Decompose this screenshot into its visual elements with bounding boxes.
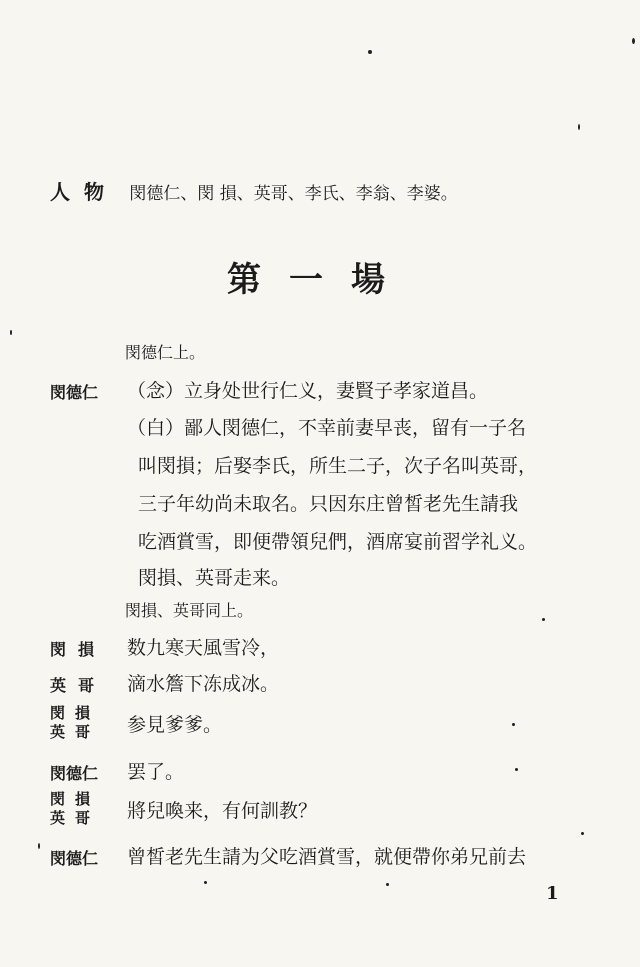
scan-speck [515, 768, 518, 771]
dialogue-line: 滴水簷下冻成冰。 [127, 673, 280, 695]
cast-label: 人物 [50, 180, 118, 204]
dialogue-line: 曾皙老先生請为父吃酒賞雪，就便帶你弟兄前去 [127, 846, 527, 868]
scan-speck [368, 50, 372, 54]
scan-speck [632, 38, 635, 44]
speaker-label: 閔德仁 [50, 849, 99, 868]
dialogue-line: 罢了。 [127, 761, 185, 783]
speaker-label: 閔損 [50, 640, 107, 659]
speaker-label: 閔損 [50, 704, 101, 722]
dialogue-line: 参見爹爹。 [127, 714, 223, 736]
scan-speck [204, 881, 207, 884]
dialogue-line: 閔損、英哥走来。 [138, 567, 291, 589]
dialogue-line: 吃酒賞雪，即便帶領兒們，酒席宴前習学礼义。 [138, 531, 538, 553]
dialogue-line: 数九寒天風雪冷， [127, 637, 280, 659]
dialogue-line: 叫閔損；后娶李氏，所生二子，次子名叫英哥， [138, 455, 538, 477]
scan-speck [38, 843, 40, 849]
speaker-label: 英哥 [50, 723, 101, 741]
scan-speck [386, 883, 389, 886]
dialogue-line: （白）鄙人閔德仁，不幸前妻早丧，留有一子名 [127, 417, 527, 439]
scan-speck [578, 124, 580, 130]
scene-title: 第一場 [227, 260, 413, 300]
cast-list [50, 176, 458, 205]
dialogue-line: 三子年幼尚未取名。只因东庄曾皙老先生請我 [138, 493, 519, 515]
scan-speck [542, 618, 545, 621]
speaker-label: 英哥 [50, 676, 107, 695]
stage-direction: 閔損、英哥同上。 [125, 601, 254, 620]
dialogue-line: （念）立身处世行仁义，妻賢子孝家道昌。 [127, 380, 489, 402]
stage-direction: 閔德仁上。 [125, 343, 206, 362]
cast-names: 閔德仁、閔 損、英哥、李氏、李翁、李婆。 [129, 184, 458, 204]
dialogue-line: 將兒喚来，有何訓教？ [127, 800, 318, 822]
speaker-label: 閔德仁 [50, 383, 99, 402]
speaker-label: 閔損 [50, 790, 101, 808]
speaker-label: 英哥 [50, 809, 101, 827]
speaker-label-stacked [50, 704, 100, 742]
speaker-label: 閔德仁 [50, 764, 99, 783]
scan-speck [10, 330, 12, 335]
scan-speck [581, 832, 584, 835]
scan-speck [512, 723, 515, 726]
speaker-label-stacked [50, 790, 100, 828]
page-number: 1 [546, 883, 559, 904]
